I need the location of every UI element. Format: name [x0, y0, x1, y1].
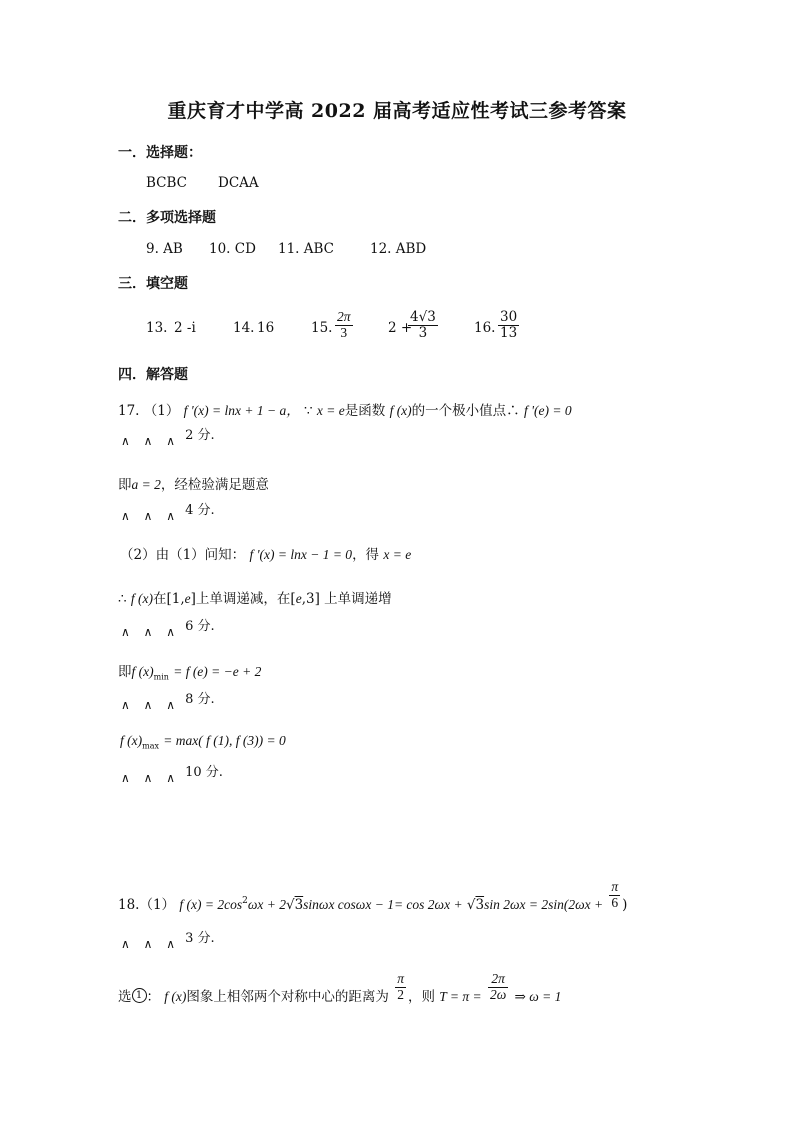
therefore-symbol: ∴	[506, 403, 520, 419]
q18-line1: 18.（1） f $(x) = 2\cos^2\omega x + 2√3\sin\omega x$ cosωx − 1= cos 2ωx + √3sin 2ωx = 2sin(2ωx + $\frac{\pi}{6}$ )	[118, 879, 628, 913]
q17-part2-x-eq-e: x = e	[383, 547, 412, 562]
q17-l2-pre: 即	[118, 477, 132, 493]
q18-f2-num: 2π	[488, 972, 508, 988]
q17-l5-fx: f (x)	[131, 664, 154, 679]
q17-text-is-function: 是函数	[344, 403, 386, 419]
q18-condition-text: 图象上相邻两个对称中心的距离为	[186, 988, 389, 1005]
score-2: 2 分.	[185, 428, 215, 443]
q18-frac-num: π	[611, 879, 619, 894]
score-10: 10 分.	[185, 765, 223, 780]
answer-10: 10. CD	[209, 241, 256, 257]
score-6: 6 分.	[185, 619, 215, 634]
answer-16-den: 13	[500, 324, 518, 341]
score-3: 3 分.	[185, 931, 215, 946]
q14-label: 14.	[233, 320, 255, 336]
q17-l2-text: ，经检验满足题意	[160, 477, 269, 493]
therefore-symbol: ∴	[118, 591, 127, 607]
q17-monotonic-line	[118, 587, 392, 607]
q16-label: 16.	[474, 320, 496, 336]
score-8: 8 分.	[185, 692, 215, 707]
q17-label: 17. （1）	[118, 403, 180, 419]
q17-fprime-e: f '(e) = 0	[523, 403, 572, 418]
section-heading-choice: 一．选择题：	[118, 145, 202, 161]
q15-label: 15.	[311, 320, 333, 336]
q17-l5-eq: = f (e) = −e + 2	[173, 664, 262, 679]
score-dots: ∧ ∧ ∧	[121, 625, 180, 639]
circled-number-1: 1	[132, 988, 147, 1003]
q17-a-eq-2: a = 2	[131, 477, 161, 492]
q18-frac-den: 6	[611, 894, 619, 910]
score-dots: ∧ ∧ ∧	[121, 698, 180, 712]
score-4: 4 分.	[185, 503, 215, 518]
section-heading-fill: 三．填空题	[118, 276, 188, 292]
q17-derivative-eq: f '(x) = lnx + 1 − a，	[183, 403, 300, 418]
q17-l4-t2: ]上单调递减，在[	[190, 591, 296, 607]
q18-then-text: ，则	[407, 988, 435, 1005]
q17-line2	[118, 473, 269, 493]
answer-11: 11. ABC	[278, 241, 335, 257]
q13-label: 13.	[146, 320, 168, 336]
q17-l4-t3: ,3] 上单调递增	[301, 591, 392, 607]
q18-label: 18.（1）	[118, 896, 176, 913]
q18-sqrt3-b: 3	[475, 896, 485, 913]
q17-l5-pre: 即	[118, 664, 132, 680]
q17-part2-label: （2）	[120, 547, 156, 563]
section-heading-multiple: 二．多项选择题	[118, 210, 216, 226]
score-line-10	[121, 767, 223, 786]
q17-fx: f (x)	[389, 403, 412, 418]
q18-eq-part2: ωx + 2	[247, 896, 286, 912]
q17-l6-fx: f (x)	[120, 733, 143, 748]
section-heading-solutions: 四．解答题	[118, 367, 188, 383]
q18-f1-den: 2	[397, 986, 404, 1002]
q17-part2-eq: f '(x) = lnx − 1 = 0	[249, 547, 353, 562]
score-dots: ∧ ∧ ∧	[121, 509, 180, 523]
answer-15a-num: 2π	[337, 309, 351, 324]
q17-l6-eq: = max( f (1), f (3)) = 0	[163, 733, 286, 748]
q18-close-paren: )	[622, 896, 628, 913]
answer-9: 9. AB	[146, 241, 183, 257]
q18-select-line	[118, 972, 561, 1003]
q17-l4-fx: f (x)	[130, 591, 153, 606]
q18-pi-over-6	[609, 880, 620, 911]
score-line-2	[121, 430, 215, 449]
answer-15b-den: 3	[418, 324, 428, 341]
q18-period-eq: T = π =	[439, 988, 482, 1004]
q18-colon: ：	[146, 988, 160, 1005]
choice-answers-1-4: BCBC	[146, 175, 188, 191]
q18-square: 2	[242, 896, 248, 907]
q17-max-line	[120, 733, 286, 751]
answer-14: 16	[257, 320, 275, 336]
page-title: 重庆育才中学高 2022 届高考适应性考试三参考答案	[167, 100, 627, 122]
q17-line1	[118, 399, 572, 419]
score-dots: ∧ ∧ ∧	[121, 771, 180, 785]
answer-13: 2 -i	[174, 320, 196, 336]
q18-sqrt3-a: 3	[294, 896, 304, 913]
answer-15b	[406, 310, 440, 341]
q17-part2-line	[120, 543, 411, 563]
because-symbol: ∵	[304, 403, 313, 419]
answer-12: 12. ABD	[370, 241, 427, 257]
score-line-3	[121, 933, 215, 952]
answer-15b-num: 4√3	[410, 309, 436, 325]
q17-l4-e1: e	[184, 591, 191, 606]
q17-text-min-point: 的一个极小值点	[411, 403, 507, 419]
q18-eq-part3: sinωx cosωx − 1= cos 2ωx +	[303, 896, 463, 912]
answer-15a	[333, 310, 355, 341]
score-line-6	[121, 621, 215, 640]
q17-part2-text2: ，得	[352, 547, 380, 563]
q17-part2-text: 由（1）问知：	[155, 547, 246, 563]
q17-l4-e2: e	[295, 591, 302, 606]
choice-answers-5-8: DCAA	[218, 175, 259, 191]
q17-l6-max-sub: max	[142, 741, 159, 751]
score-dots: ∧ ∧ ∧	[121, 937, 180, 951]
q18-f1-num: π	[397, 971, 404, 986]
answer-16	[496, 310, 521, 341]
q18-eq-part4: sin 2ωx = 2sin(2ωx +	[484, 896, 604, 912]
q17-min-line	[118, 660, 261, 682]
answer-16-num: 30	[500, 309, 518, 325]
answer-15b-prefix: 2 +	[388, 320, 413, 336]
q17-l5-min-sub: min	[153, 672, 169, 682]
q17-l4-t1: 在[1,	[153, 591, 185, 607]
score-line-4	[121, 505, 215, 524]
q18-omega-result: ⇒ ω = 1	[514, 988, 562, 1004]
q18-f2-den: 2ω	[489, 986, 507, 1002]
q18-eq-part1: f (x) = 2cos	[179, 896, 243, 912]
q18-pi-over-2	[395, 972, 406, 1003]
answer-15a-den: 3	[340, 324, 348, 340]
score-line-8	[121, 694, 215, 713]
q18-2pi-over-2w	[488, 972, 508, 1003]
score-dots: ∧ ∧ ∧	[121, 434, 180, 448]
q18-select-label: 选	[118, 988, 132, 1005]
q17-x-eq-e: x = e	[316, 403, 345, 418]
q18-fx: f (x)	[164, 988, 187, 1004]
